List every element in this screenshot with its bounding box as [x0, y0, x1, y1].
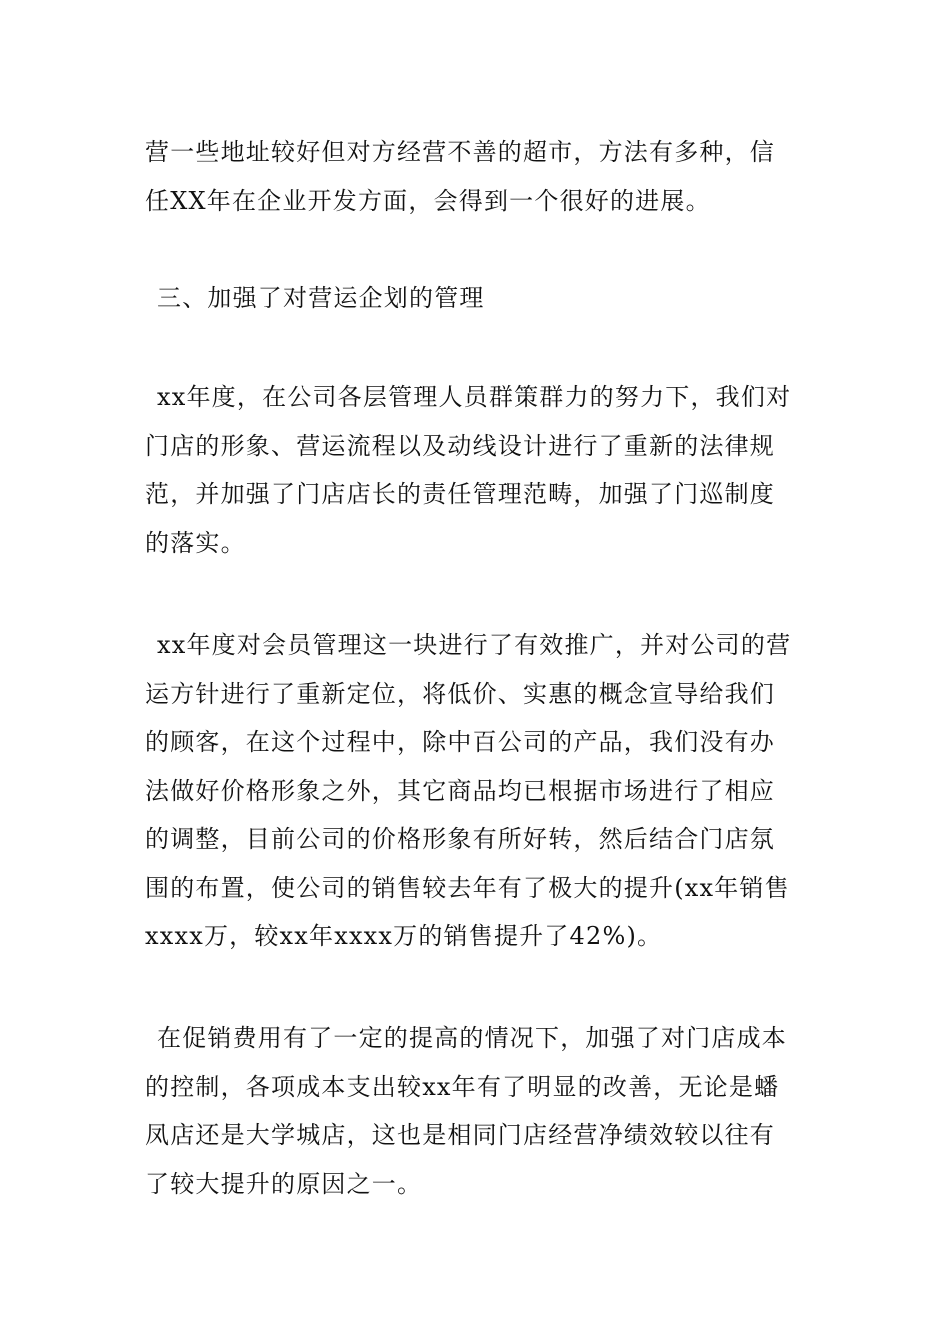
text-line: 的调整，目前公司的价格形象有所好转，然后结合门店氛 [145, 825, 775, 853]
paragraph-enterprise-development [145, 128, 810, 225]
text-line: 凤店还是大学城店，这也是相同门店经营净绩效较以往有 [145, 1121, 775, 1149]
text-line: 门店的形象、营运流程以及动线设计进行了重新的法律规 [145, 431, 775, 460]
text-line: 范，并加强了门店店长的责任管理范畴，加强了门巡制度 [145, 480, 775, 508]
text-line: 任XX年在企业开发方面，会得到一个很好的进展。 [145, 186, 711, 215]
text-line: 的控制，各项成本支出较xx年有了明显的改善，无论是蟠 [145, 1072, 780, 1101]
text-line: 围的布置，使公司的销售较去年有了极大的提升(xx年销售 [145, 873, 790, 902]
text-line: 的顾客，在这个过程中，除中百公司的产品，我们没有办 [145, 728, 775, 756]
section-heading [145, 274, 810, 323]
paragraph-member-management [145, 621, 810, 961]
text-line: xx年度，在公司各层管理人员群策群力的努力下，我们对 [157, 383, 792, 411]
text-line: xx年度对会员管理这一块进行了有效推广，并对公司的营 [157, 631, 792, 659]
text-line: 法做好价格形象之外，其它商品均已根据市场进行了相应 [145, 776, 775, 805]
text-line: 了较大提升的原因之一。 [145, 1169, 423, 1198]
text-line: xxxx万，较xx年xxxx万的销售提升了42%)。 [145, 922, 663, 950]
text-line: 的落实。 [145, 528, 246, 557]
text-line: 运方针进行了重新定位，将低价、实惠的概念宣导给我们 [145, 679, 775, 708]
text-line: 营一些地址较好但对方经营不善的超市，方法有多种，信 [145, 138, 775, 166]
section-heading-text: 三、加强了对营运企划的管理 [157, 284, 485, 312]
paragraph-cost-control [145, 1014, 810, 1208]
text-line: 在促销费用有了一定的提高的情况下，加强了对门店成本 [157, 1024, 787, 1052]
paragraph-store-management [145, 373, 810, 567]
